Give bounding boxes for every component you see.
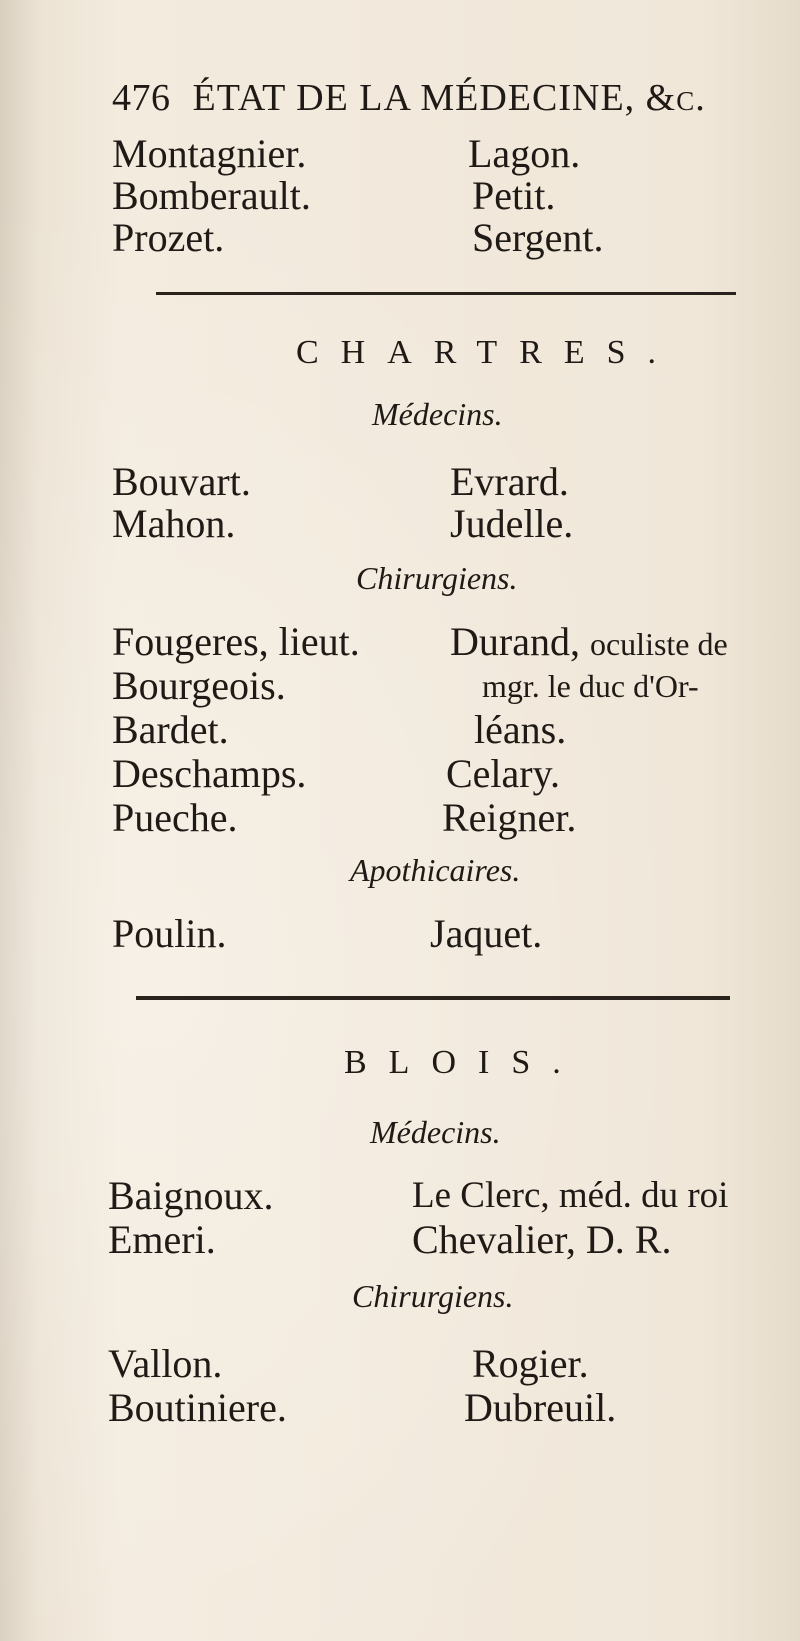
top-list-right-2: Petit. [472,173,556,218]
list-item: mgr. le duc d'Or- [482,668,699,704]
list-item: Jaquet. [430,911,543,956]
top-list-right-3: Sergent. [472,215,604,260]
list-item: Le Clerc, méd. du roi [412,1175,729,1216]
list-item: Fougeres, lieut. [112,619,360,664]
subheading-medecins: Médecins. [370,1114,501,1150]
list-item: Celary. [446,751,561,796]
section-heading-chartres: CHARTRES. [296,334,679,371]
list-item: Bouvart. [112,459,251,504]
page-title: ÉTAT DE LA MÉDECINE, &c. [192,77,706,119]
section-divider [156,292,736,295]
list-item: Chevalier, D. R. [412,1217,672,1262]
list-item: Rogier. [472,1341,589,1386]
list-item: Pueche. [112,795,238,840]
subheading-chirurgiens: Chirurgiens. [352,1278,514,1314]
section-heading-blois: BLOIS. [344,1044,583,1081]
running-header [112,76,706,120]
list-item-text: oculiste de [589,626,728,662]
list-item: léans. [474,707,567,752]
list-item: Mahon. [112,501,236,546]
top-list-left-1: Montagnier. [112,131,307,176]
list-item-text: Durand, [450,619,590,664]
list-item: Reigner. [442,795,577,840]
list-item: Dubreuil. [464,1385,617,1430]
list-item: Bourgeois. [112,663,286,708]
list-item: Vallon. [108,1341,223,1386]
list-item: Poulin. [112,911,227,956]
top-list-left-2: Bomberault. [112,173,311,218]
subheading-chirurgiens: Chirurgiens. [356,560,518,596]
list-item: Bardet. [112,707,229,752]
list-item: Boutiniere. [108,1385,287,1430]
list-item: Judelle. [450,501,574,546]
subheading-apothicaires: Apothicaires. [350,852,521,888]
list-item [450,618,728,668]
subheading-medecins: Médecins. [372,396,503,432]
top-list-left-3: Prozet. [112,215,225,260]
top-list-right-1: Lagon. [468,131,581,176]
list-item: Baignoux. [108,1173,274,1218]
section-divider [136,996,730,1000]
page-number: 476 [112,77,171,119]
list-item: Evrard. [450,459,569,504]
list-item: Emeri. [108,1217,216,1262]
list-item: Deschamps. [112,751,307,796]
